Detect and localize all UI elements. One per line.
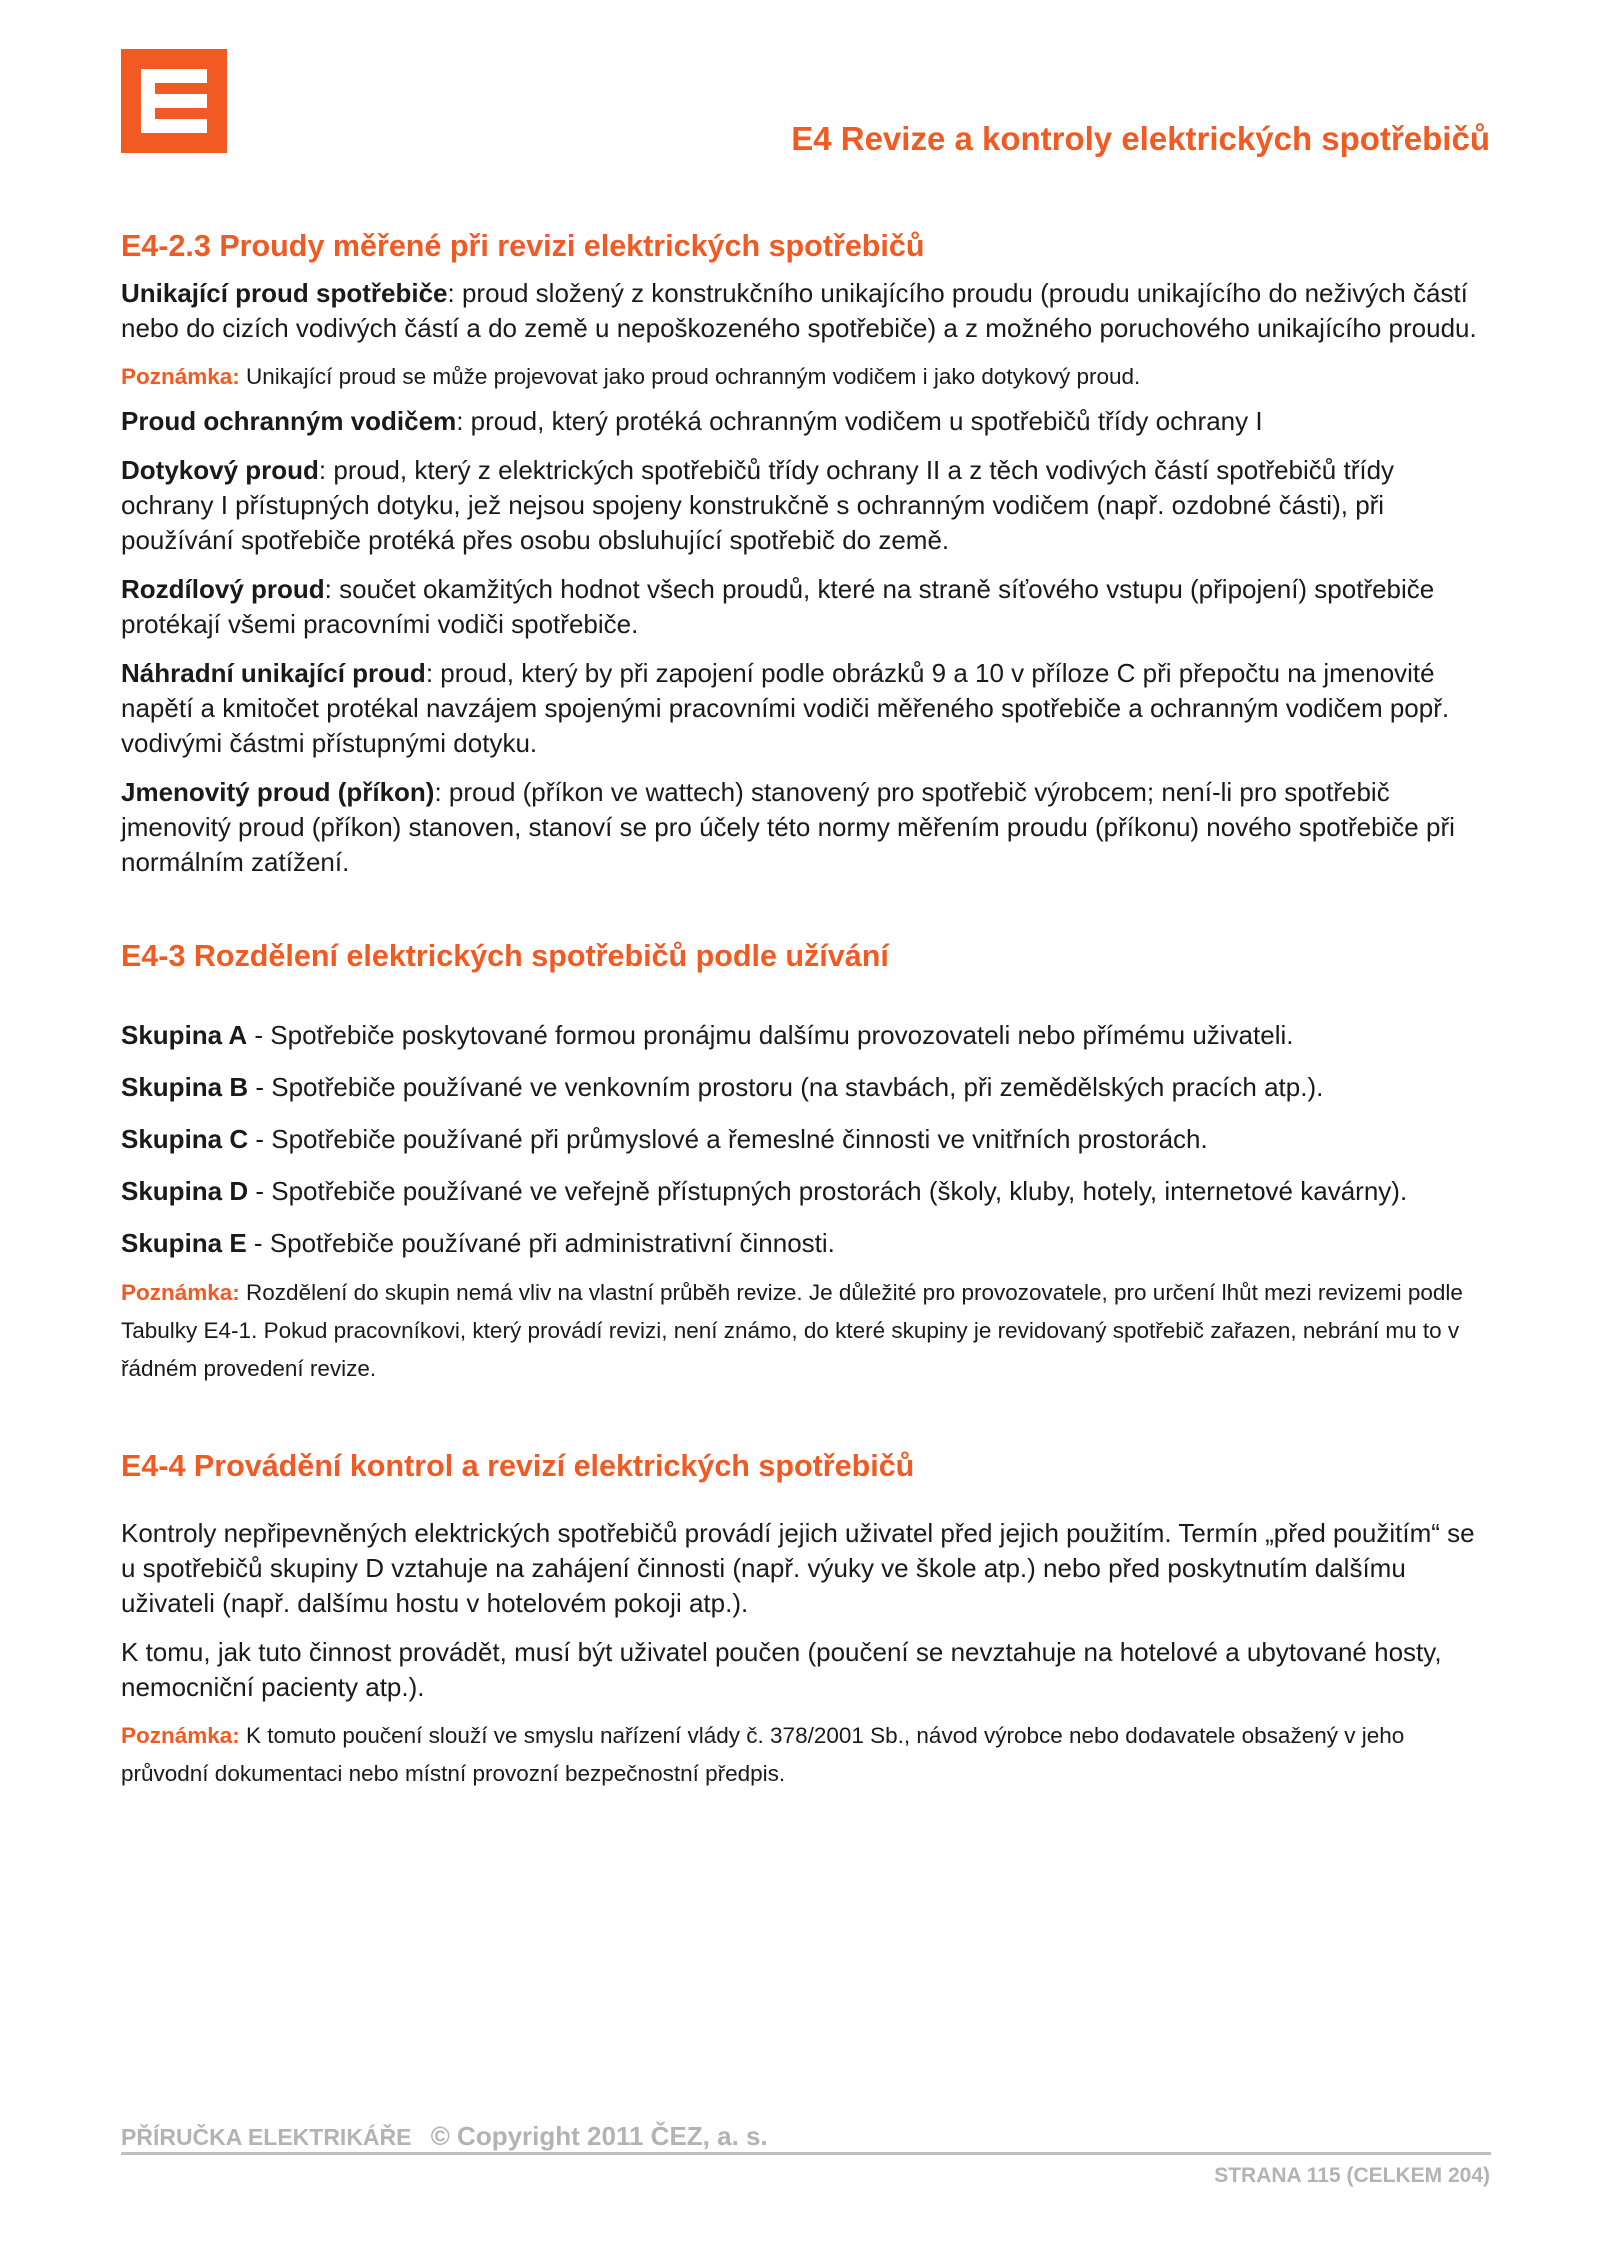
footer-left [121, 2121, 768, 2152]
definition-substitute-leakage-current [121, 656, 1491, 761]
group-label: Skupina A [121, 1020, 248, 1050]
note-text: Rozdělení do skupin nemá vliv na vlastní průběh revize. Je důležité pro provozovatele, pro určení lhůt mezi revizemi podle Tabulky E4-1. Pokud pracovníkovi, který provádí revizi, není známo, do které skupiny je revidovaný spotřebič zařazen, nebrání mu to v řádném provedení revize. [121, 1280, 1463, 1381]
section-4-paragraph-1: Kontroly nepřipevněných elektrických spotřebičů provádí jejich uživatel před jejich použitím. Termín „před použitím“ se u spotřebičů skupiny D vztahuje na zahájení činnosti (např. výuky ve škole atp.) nebo před poskytnutím dalšímu uživateli (např. dalšímu hostu v hotelovém pokoji atp.). [121, 1518, 1475, 1618]
definition-touch-current [121, 453, 1491, 558]
group-description: Spotřebiče používané ve venkovním prostoru (na stavbách, při zemědělských pracích atp.). [271, 1072, 1324, 1102]
logo-bar-middle [155, 94, 207, 108]
section-4-title: E4-4 Provádění kontrol a revizí elektrických spotřebičů [121, 1449, 915, 1483]
group-separator: - [248, 1176, 272, 1206]
note-text: Unikající proud se může projevovat jako proud ochranným vodičem i jako dotykový proud. [239, 364, 1141, 389]
definition-term: Unikající proud spotřebiče [121, 278, 448, 308]
group-e [121, 1226, 1491, 1261]
definition-rated-current [121, 775, 1491, 880]
page-content [121, 226, 1491, 1807]
group-label: Skupina D [121, 1176, 249, 1206]
definition-leakage-current [121, 276, 1491, 346]
definition-text: : proud složený z konstrukčního unikajícího proudu (proudu unikajícího do neživých částí nebo do cizích vodivých částí a do země u nepoškozeného spotřebiče) a z možného poruchového unikajícího proudu. [121, 278, 1477, 343]
group-description: Spotřebiče poskytované formou pronájmu dalšímu provozovateli nebo přímému uživateli. [270, 1020, 1294, 1050]
definition-text: : proud, který by při zapojení podle obrázků 9 a 10 v příloze C při přepočtu na jmenovité napětí a kmitočet protékal navzájem spojenými pracovními vodiči měřeného spotřebiče a ochranným vodičem popř. vodivými částmi přístupnými dotyku. [121, 658, 1450, 758]
group-description: Spotřebiče používané při administrativní činnosti. [269, 1228, 835, 1258]
note-groups [121, 1274, 1491, 1388]
footer-copyright: © Copyright 2011 ČEZ, a. s. [430, 2121, 768, 2151]
footer-book-title: PŘÍRUČKA ELEKTRIKÁŘE [121, 2124, 412, 2150]
chapter-title: E4 Revize a kontroly elektrických spotřebičů [791, 120, 1490, 157]
group-separator: - [247, 1020, 271, 1050]
group-label: Skupina B [121, 1072, 249, 1102]
group-description: Spotřebiče používané při průmyslové a řemeslné činnosti ve vnitřních prostorách. [271, 1124, 1208, 1154]
definition-term: Rozdílový proud [121, 574, 325, 604]
group-label: Skupina C [121, 1124, 249, 1154]
note-label: Poznámka: [121, 1723, 240, 1748]
definition-differential-current [121, 572, 1491, 642]
logo-bar-bottom [141, 119, 207, 133]
footer-divider [121, 2152, 1491, 2155]
definition-term: Náhradní unikající proud [121, 658, 426, 688]
group-label: Skupina E [121, 1228, 247, 1258]
definition-term: Jmenovitý proud (příkon) [121, 777, 435, 807]
definition-text: : proud, který z elektrických spotřebičů třídy ochrany II a z těch vodivých částí spotřebičů třídy ochrany I přístupných dotyku, jež nejsou spojeny konstrukčně s ochranným vodičem (např. ozdobné části), při používání spotřebiče protéká přes osobu obsluhující spotřebič do země. [121, 455, 1395, 555]
group-description: Spotřebiče používané ve veřejně přístupných prostorách (školy, kluby, hotely, internetové kavárny). [271, 1176, 1408, 1206]
group-c [121, 1122, 1491, 1157]
group-separator: - [246, 1228, 270, 1258]
group-d [121, 1174, 1491, 1209]
section-2-3-title: E4-2.3 Proudy měřené při revizi elektrických spotřebičů [121, 229, 925, 263]
footer-page-number: STRANA 115 (CELKEM 204) [1214, 2164, 1490, 2187]
group-b [121, 1070, 1491, 1105]
definition-text: : proud, který protéká ochranným vodičem u spotřebičů třídy ochrany I [456, 406, 1263, 436]
note-text: K tomuto poučení slouží ve smyslu nařízení vlády č. 378/2001 Sb., návod výrobce nebo dodavatele obsažený v jeho průvodní dokumentaci nebo místní provozní bezpečnostní předpis. [121, 1723, 1405, 1786]
note-leakage [121, 358, 1491, 396]
cez-logo [121, 49, 227, 153]
group-a [121, 1018, 1491, 1053]
note-label: Poznámka: [121, 364, 240, 389]
definition-term: Proud ochranným vodičem [121, 406, 457, 436]
definition-term: Dotykový proud [121, 455, 319, 485]
note-instruction [121, 1717, 1491, 1793]
definition-text: : proud (příkon ve wattech) stanovený pro spotřebič výrobcem; není-li pro spotřebič jmenovitý proud (příkon) stanoven, stanoví se pro účely této normy měřením proudu (příkonu) nového spotřebiče při normálním zatížení. [121, 777, 1455, 877]
section-4-paragraph-2: K tomu, jak tuto činnost provádět, musí být uživatel poučen (poučení se nevztahuje na hotelové a ubytované hosty, nemocniční pacienty atp.). [121, 1637, 1442, 1702]
definition-text: : součet okamžitých hodnot všech proudů, které na straně síťového vstupu (připojení) spotřebiče protékají všemi pracovními vodiči spotřebiče. [121, 574, 1435, 639]
group-separator: - [248, 1124, 272, 1154]
section-3-title: E4-3 Rozdělení elektrických spotřebičů podle užívání [121, 939, 889, 973]
note-label: Poznámka: [121, 1280, 240, 1305]
definition-protective-conductor-current [121, 404, 1491, 439]
group-separator: - [248, 1072, 272, 1102]
